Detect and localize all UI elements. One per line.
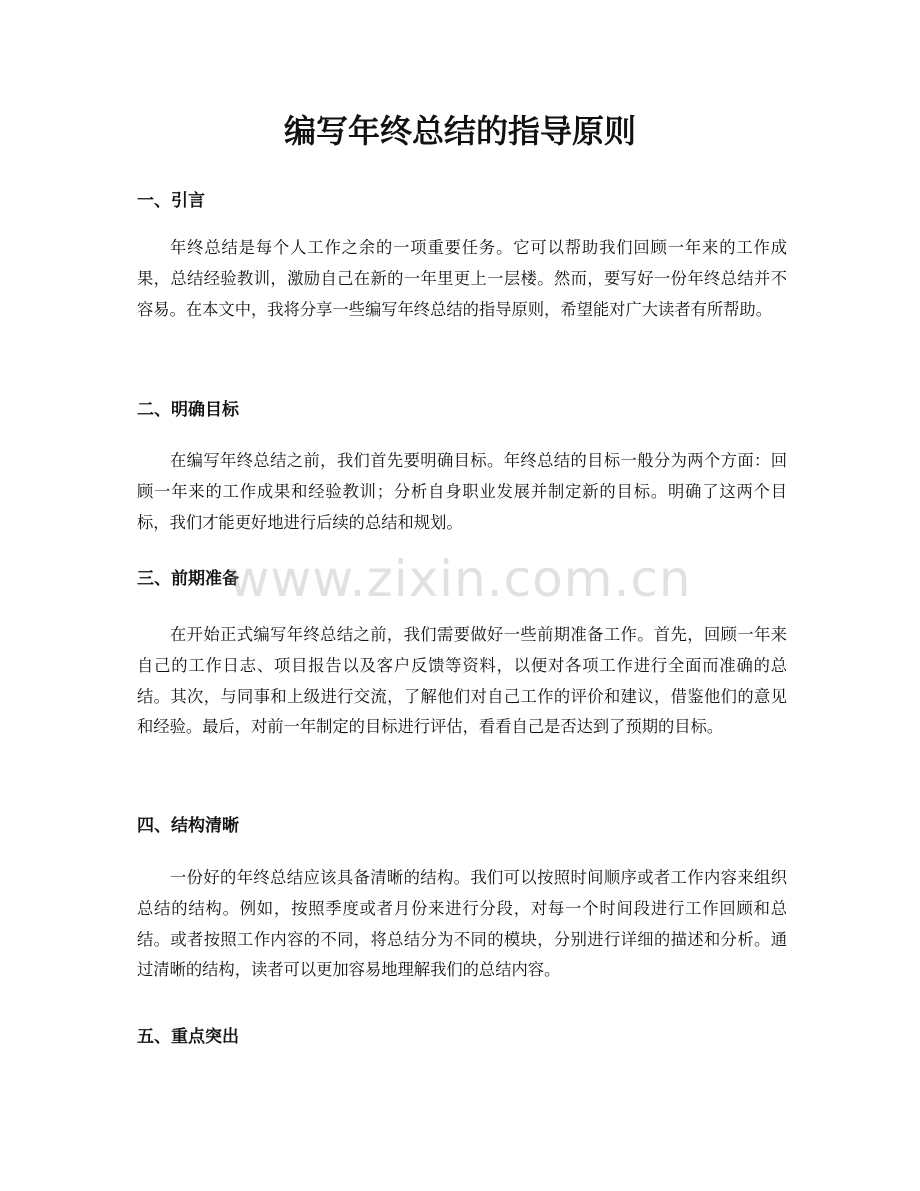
section-heading-clear-goals: 二、明确目标	[137, 400, 239, 420]
section-heading-preparation: 三、前期准备	[137, 569, 239, 589]
section-body-preparation: 在开始正式编写年终总结之前，我们需要做好一些前期准备工作。首先，回顾一年来自己的工作日志、项目报告以及客户反馈等资料，以便对各项工作进行全面而准确的总结。其次，与同事和上级进行交流，了解他们对自己工作的评价和建议，借鉴他们的意见和经验。最后，对前一年制定的目标进行评估，看看自己是否达到了预期的目标。	[137, 625, 787, 737]
section-heading-clear-structure: 四、结构清晰	[137, 816, 239, 836]
section-heading-introduction: 一、引言	[137, 191, 205, 211]
document-title: 编写年终总结的指导原则	[283, 112, 636, 150]
watermark: www.zixin.com.cn	[228, 550, 692, 608]
section-body-clear-goals: 在编写年终总结之前，我们首先要明确目标。年终总结的目标一般分为两个方面：回顾一年来的工作成果和经验教训；分析自身职业发展并制定新的目标。明确了这两个目标，我们才能更好地进行后续的总结和规划。	[137, 451, 787, 532]
section-heading-highlight-key-points: 五、重点突出	[137, 1027, 239, 1047]
section-body-introduction: 年终总结是每个人工作之余的一项重要任务。它可以帮助我们回顾一年来的工作成果，总结经验教训，激励自己在新的一年里更上一层楼。然而，要写好一份年终总结并不容易。在本文中，我将分享一些编写年终总结的指导原则，希望能对广大读者有所帮助。	[137, 238, 787, 319]
section-body-clear-structure: 一份好的年终总结应该具备清晰的结构。我们可以按照时间顺序或者工作内容来组织总结的结构。例如，按照季度或者月份来进行分段，对每一个时间段进行工作回顾和总结。或者按照工作内容的不同，将总结分为不同的模块，分别进行详细的描述和分析。通过清晰的结构，读者可以更加容易地理解我们的总结内容。	[137, 868, 787, 980]
